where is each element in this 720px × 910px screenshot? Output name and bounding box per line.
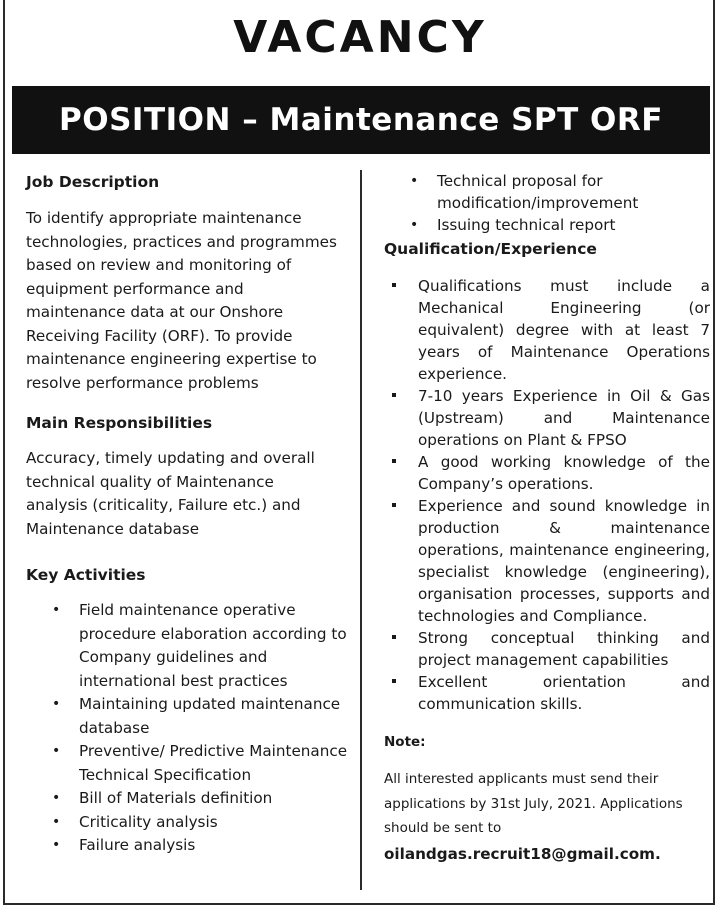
list-item — [26, 740, 348, 787]
list-item-text: Preventive/ Predictive Maintenance Technical Specification — [79, 742, 348, 784]
note-text: All interested applicants must send their applications by 31st July, 2021. Applications should be sent to — [384, 771, 683, 836]
key-activities-list — [26, 599, 348, 858]
list-item — [26, 693, 348, 740]
list-item — [384, 385, 710, 451]
list-item-text: Maintaining updated maintenance database — [79, 695, 341, 737]
list-item — [384, 214, 674, 236]
job-description-heading: Job Description — [26, 173, 160, 191]
list-item-text: Excellent orientation and communication skills. — [418, 673, 710, 713]
bullet-icon — [392, 393, 396, 397]
bullet-icon — [392, 459, 396, 463]
list-item-text: Criticality analysis — [79, 812, 218, 831]
list-item — [384, 495, 710, 627]
position-banner — [12, 86, 710, 154]
list-item — [26, 811, 348, 835]
bullet-icon — [392, 635, 396, 639]
bullet-icon: • — [52, 696, 61, 712]
main-responsibilities-heading: Main Responsibilities — [26, 414, 213, 432]
list-item-text: Failure analysis — [79, 836, 196, 854]
bullet-icon: • — [410, 173, 419, 189]
bullet-icon: • — [52, 813, 61, 830]
position-banner-inner — [19, 93, 703, 147]
main-responsibilities-text: Accuracy, timely updating and overall technical quality of Maintenance analysis (criticality, Failure etc.) and Maintenance database — [26, 449, 315, 538]
list-item — [384, 451, 710, 495]
note-label: Note: — [384, 734, 426, 750]
list-item — [384, 170, 674, 214]
job-description-text: To identify appropriate maintenance technologies, practices and programmes based on review and monitoring of equipment performance and maintenance data at our Onshore Receiving Facility (ORF). To provide maintenance engineering expertise to resolve performance problems — [26, 209, 337, 392]
list-item-text: Issuing technical report — [437, 216, 616, 234]
page-title: VACANCY — [233, 12, 487, 63]
list-item-text: A good working knowledge of the Company’s operations. — [418, 453, 710, 493]
list-item-text: 7-10 years Experience in Oil & Gas (Upstream) and Maintenance operations on Plant & FPSO — [418, 387, 710, 449]
bullet-icon: • — [52, 743, 61, 759]
list-item — [384, 275, 710, 385]
list-item-text: Field maintenance operative procedure elaboration according to Company guidelines and international best practices — [79, 601, 347, 690]
key-activities-heading: Key Activities — [26, 566, 146, 584]
bullet-icon — [392, 503, 396, 507]
qualifications-list — [384, 275, 710, 715]
bullet-icon: • — [52, 602, 61, 618]
list-item — [26, 787, 348, 811]
bullet-icon: • — [52, 837, 61, 853]
column-divider — [360, 170, 362, 890]
continued-activities-list — [384, 170, 674, 236]
list-item-text: Bill of Materials definition — [79, 789, 273, 807]
list-item — [384, 671, 710, 715]
left-column — [26, 170, 348, 858]
list-item — [384, 627, 710, 671]
bullet-icon: • — [52, 790, 61, 806]
list-item — [26, 834, 348, 858]
bullet-icon — [392, 679, 396, 683]
list-item-text: Experience and sound knowledge in production & maintenance operations, maintenance engineering, specialist knowledge (engineering), organisation processes, supports and technologies and Compliance. — [418, 497, 710, 625]
bullet-icon: • — [410, 217, 419, 233]
position-title: POSITION – Maintenance SPT ORF — [59, 102, 663, 138]
contact-email: oilandgas.recruit18@gmail.com. — [384, 844, 661, 863]
right-column — [384, 170, 710, 867]
bullet-icon — [392, 283, 396, 287]
list-item — [26, 599, 348, 693]
list-item-text: Strong conceptual thinking and project management capabilities — [418, 629, 710, 669]
list-item-text: Technical proposal for modification/improvement — [437, 172, 639, 212]
list-item-text: Qualifications must include a Mechanical Engineering (or equivalent) degree with at least 7 years of Maintenance Operations experience. — [418, 277, 710, 383]
qualification-heading: Qualification/Experience — [384, 240, 597, 258]
